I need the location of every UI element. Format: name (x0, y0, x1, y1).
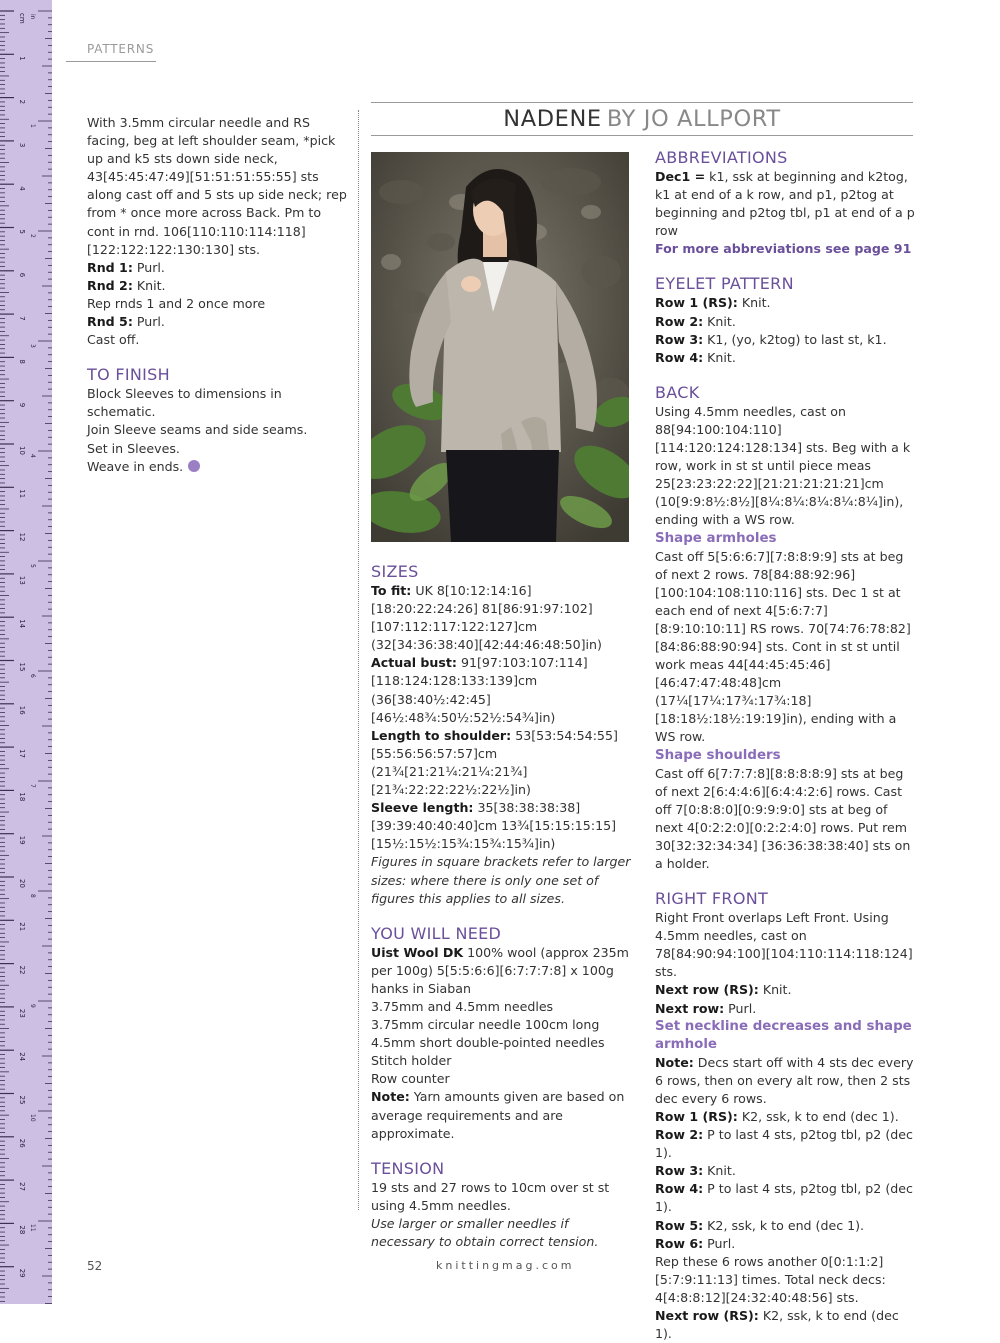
row-label: Rnd 2: (87, 277, 133, 293)
ruler-cm-label: 6 (18, 272, 26, 278)
ruler-cm-label: 23 (18, 1008, 26, 1018)
instruction-row (655, 1235, 917, 1253)
back-text: Using 4.5mm needles, cast on 88[94:100:104:110][114:120:124:128:134] sts. Beg with a k row, work in st st until piece meas 25[23:23:22:22][21:21:21:21:21]cm (10[9:9:8½:8½][8¼:8¼:8¼:8¼:8¼]in), ending with a WS row. (655, 403, 911, 528)
ruler-inch-label: 7 (29, 784, 36, 788)
ruler-cm-label: cm (18, 13, 26, 24)
instruction-row (87, 295, 349, 313)
column-1 (87, 114, 349, 476)
instruction-row (655, 349, 917, 367)
shoulders-text: Cast off 6[7:7:7:8][8:8:8:8:9] sts at beg of next 2[6:4:4:6][6:4:4:2:6] rows. Cast off 7[0:8:8:0][0:9:9:9:0] sts at beg of next 4[0:2:2:0][0:2:2:4:0] rows. Put rem 30[32:32:34:34] [36:36:38:38:40] sts on a holder. (655, 765, 911, 871)
instruction-row (655, 1217, 917, 1235)
list-item: Row counter (371, 1071, 450, 1087)
ruler-cm-label: 9 (18, 402, 26, 408)
ruler-inch-label: 4 (29, 454, 36, 458)
list-item: Block Sleeves to dimensions in schematic. (87, 386, 282, 420)
ruler-cm-label: 25 (18, 1095, 26, 1105)
ruler-cm-label: 27 (18, 1182, 26, 1192)
ruler-inch-label: in (29, 14, 36, 20)
ruler-inch-label: 6 (29, 674, 36, 678)
list-item: 3.75mm and 4.5mm needles (371, 998, 554, 1014)
dec1-text: k1, ssk at beginning and k2tog, k1 at end of a k row, and p1, p2tog at beginning and p2tog tbl, p1 at end of a p row (655, 169, 915, 239)
row-label: Length to shoulder: (371, 727, 512, 743)
list-item: 3.75mm circular needle 100cm long (371, 1017, 600, 1033)
row-text: UK 8[10:12:14:16][18:20:22:24:26] 81[86:91:97:102][107:112:117:122:127]cm (32[34:36:38:40][42:44:46:48:50]in) (371, 583, 602, 653)
row-label: Row 4: (655, 349, 704, 365)
instruction-row (655, 1108, 917, 1126)
ruler-cm-label: 28 (18, 1225, 26, 1235)
instruction-row (87, 259, 349, 277)
ruler-inch-label: 9 (29, 1004, 36, 1008)
ruler-cm-label: 22 (18, 965, 26, 975)
section-rule (66, 61, 156, 62)
ruler-cm-label: 29 (18, 1268, 26, 1278)
row-text: K2, ssk, k to end (dec 1). (703, 1217, 865, 1233)
row-text: Knit. (758, 982, 792, 998)
neckline-rows (655, 1108, 917, 1253)
list-item: Set in Sleeves. (87, 440, 180, 456)
repeat-text: Rep these 6 rows another 0[0:1:1:2] [5:7:9:11:13] times. Total neck decs: 4[4:8:8:12][24:32:40:48:56] sts. (655, 1253, 886, 1305)
row-label: Row 1 (RS): (655, 295, 738, 311)
sizes-heading: SIZES (371, 562, 419, 581)
ruler-cm-label: 1 (18, 56, 26, 61)
yarn-note-label: Note: (371, 1089, 410, 1105)
ruler-cm-label: 14 (18, 619, 26, 629)
ruler-inch-label: 8 (29, 894, 36, 898)
ruler-cm-label: 19 (18, 835, 26, 845)
row-text: Purl. (703, 1235, 736, 1251)
yarn-name: Uist Wool DK (371, 944, 464, 960)
row-label: Row 3: (655, 1163, 704, 1179)
yarn-note-text: Yarn amounts given are based on average requirements and are approximate. (371, 1089, 625, 1141)
ruler-inch-label: 10 (29, 1114, 36, 1122)
instruction-row (655, 1000, 917, 1018)
ruler-cm-label: 17 (18, 749, 26, 759)
instruction-row (655, 1180, 917, 1216)
row-text: Knit. (132, 277, 166, 293)
row-text: Purl. (132, 259, 165, 275)
ruler-cm-label: 4 (18, 186, 26, 191)
dec1-label: Dec1 = (655, 169, 706, 184)
right-front-rows (655, 981, 917, 1017)
row-text: 91[97:103:107:114] [118:124:128:133:139]cm (36[38:40½:42:45] [46½:48¾:50½:52½:54¾]in) (371, 655, 588, 725)
pattern-title (371, 102, 913, 136)
instruction-row (655, 981, 917, 999)
page-number: 52 (87, 1259, 103, 1273)
ruler-cm-label: 3 (18, 142, 26, 148)
instruction-row (655, 331, 917, 349)
yarn-note (371, 1088, 633, 1142)
last-row (655, 1307, 917, 1343)
row-text: Knit. (737, 295, 771, 311)
ruler-cm-label: 26 (18, 1138, 26, 1148)
armholes-heading: Shape armholes (655, 530, 777, 546)
sizes-note: Figures in square brackets refer to larger sizes: where there is only one set of figures this applies to all sizes. (371, 854, 631, 906)
tension-text: 19 sts and 27 rows to 10cm over st st using 4.5mm needles. (371, 1179, 610, 1213)
instruction-row (371, 582, 633, 654)
instruction-row (655, 1162, 917, 1180)
instruction-row (655, 313, 917, 331)
row-label: Next row: (655, 1000, 725, 1016)
ruler-graphic (0, 0, 52, 1304)
list-item: Stitch holder (371, 1053, 452, 1069)
list-item: Join Sleeve seams and side seams. (87, 422, 308, 438)
ruler-cm-label: 8 (18, 359, 26, 364)
row-label: Row 2: (655, 1127, 704, 1143)
row-text: Purl. (724, 1000, 757, 1016)
ruler-cm-label: 11 (18, 489, 26, 499)
row-text: 53[53:54:54:55] [55:56:56:57:57]cm (21¾[21:21¼:21¼:21¾] [21¾:22:22:22½:22½]in) (371, 727, 618, 798)
row-label: Sleeve length: (371, 800, 474, 816)
row-label: Row 4: (655, 1181, 704, 1197)
neckline-note-label: Note: (655, 1054, 694, 1070)
row-text: Knit. (703, 349, 736, 365)
model-photo-graphic (371, 152, 629, 542)
finish-list (87, 385, 349, 475)
title-main: NADENE (503, 106, 602, 132)
instruction-row (655, 294, 917, 312)
instruction-row (87, 331, 349, 349)
ruler-cm-label: 10 (18, 446, 26, 455)
list-item: 4.5mm short double-pointed needles (371, 1035, 605, 1051)
instruction-row (87, 277, 349, 295)
title-designer: BY JO ALLPORT (606, 106, 781, 132)
yarn-details: 100% wool (approx 235m per 100g) 5[5:5:6:6][6:7:7:7:8] x 100g hanks in Siaban (371, 944, 629, 996)
ruler-cm-label: 7 (18, 316, 26, 321)
measuring-ruler (0, 0, 52, 1304)
ruler-inch-label: 3 (29, 344, 36, 348)
ruler-cm-label: 24 (18, 1052, 26, 1062)
sizes-list (371, 582, 633, 853)
instruction-row (655, 1126, 917, 1162)
yarn-spec (371, 944, 633, 998)
neckband-rows (87, 259, 349, 349)
ruler-cm-label: 21 (18, 922, 26, 932)
row-text: 35[38:38:38:38] [39:39:40:40:40]cm 13¾[15:15:15:15][15½:15½:15¾:15¾:15¾]in) (371, 800, 617, 852)
eyelet-rows (655, 294, 917, 366)
row-text: Purl. (132, 314, 165, 330)
ruler-cm-label: 5 (18, 229, 26, 234)
neckline-heading: Set neckline decreases and shape armhole (655, 1018, 912, 1052)
neckline-note-text: Decs start off with 4 sts dec every 6 rows, then on every alt row, then 2 sts dec every 6 rows. (655, 1054, 914, 1106)
row-label: Row 5: (655, 1217, 704, 1233)
abbreviation-dec1 (655, 168, 917, 240)
shoulders-heading: Shape shoulders (655, 747, 781, 763)
column-divider (358, 110, 359, 1210)
row-label: To fit: (371, 583, 412, 598)
row-text: Knit. (703, 313, 736, 329)
column-2 (371, 562, 633, 1251)
ruler-cm-label: 2 (18, 99, 26, 105)
row-label: Next row (RS): (655, 982, 759, 998)
ruler-cm-label: 18 (18, 792, 26, 802)
row-text: P to last 4 sts, p2tog tbl, p2 (dec 1). (655, 1127, 913, 1161)
abbreviations-link[interactable]: For more abbreviations see page 91 (655, 241, 912, 257)
website[interactable]: knittingmag.com (436, 1259, 575, 1272)
row-label: Actual bust: (371, 655, 457, 671)
ruler-inch-label: 11 (29, 1224, 36, 1232)
ruler-inch-label: 5 (29, 564, 36, 568)
row-label: Row 2: (655, 313, 704, 329)
abbreviations-heading: ABBREVIATIONS (655, 148, 788, 167)
row-label: Rnd 5: (87, 314, 133, 330)
row-text: Cast off. (87, 332, 140, 348)
ruler-inch-label: 1 (29, 124, 36, 128)
right-front-text: Right Front overlaps Left Front. Using 4.5mm needles, cast on 78[84:90:94:100][104:110:114:118:124] sts. (655, 910, 913, 980)
finish-heading: TO FINISH (87, 365, 170, 385)
tension-heading: TENSION (371, 1158, 445, 1178)
row-text: P to last 4 sts, p2tog tbl, p2 (dec 1). (655, 1181, 913, 1215)
model-photo (371, 152, 629, 542)
ruler-cm-label: 16 (18, 705, 26, 715)
right-front-heading: RIGHT FRONT (655, 889, 769, 909)
last-row-text: K2, ssk, k to end (dec 1). (655, 1307, 899, 1342)
back-heading: BACK (655, 382, 700, 402)
list-item: Weave in ends. (87, 458, 349, 476)
neckline-note (655, 1054, 917, 1108)
last-row-label: Next row (RS): (655, 1307, 759, 1323)
yarn-ball-icon (188, 460, 200, 472)
instruction-row (371, 727, 633, 799)
eyelet-heading: EYELET PATTERN (655, 274, 794, 294)
row-label: Row 6: (655, 1235, 704, 1251)
instruction-row (371, 799, 633, 853)
column-3 (655, 148, 917, 1343)
row-text: K1, (yo, k2tog) to last st, k1. (703, 331, 887, 347)
ruler-cm-label: 13 (18, 575, 26, 585)
neckband-instructions: With 3.5mm circular needle and RS facing, beg at left shoulder seam, *pick up and k5 sts down side neck, 43[45:45:47:49][51:51:51:55:55] sts along cast off and 5 sts up side neck; rep from * once more across Back. Pm to cont in rnd. 106[110:110:114:118][122:122:122:130:130] sts. (87, 115, 347, 257)
materials-list (371, 998, 633, 1088)
instruction-row (371, 654, 633, 726)
row-text: Knit. (703, 1163, 736, 1179)
row-label: Rnd 1: (87, 259, 133, 275)
ruler-inch-label: 2 (29, 234, 36, 238)
ruler-cm-label: 15 (18, 662, 26, 672)
ruler-cm-label: 20 (18, 879, 26, 888)
instruction-row (87, 313, 349, 331)
armholes-text: Cast off 5[5:6:6:7][7:8:8:9:9] sts at beg of next 2 rows. 78[84:88:92:96] [100:104:108:110:116] sts. Dec 1 st at each end of next 4[5:6:7:7] [8:9:10:10:11] RS rows. 70[74:76:78:82] [84:86:88:90:94] sts. Cont in st st until work meas 44[44:45:45:46][46:47:47:48:48]cm (17¼[17¼:17¾:17¾:18][18:18½:18½:19:19]in), ending with a WS row. (655, 548, 911, 745)
ruler-cm-label: 12 (18, 532, 26, 542)
row-text: K2, ssk, k to end (dec 1). (737, 1108, 899, 1124)
section-label: PATTERNS (87, 42, 155, 56)
tension-note: Use larger or smaller needles if necessary to obtain correct tension. (371, 1215, 599, 1249)
row-text: Rep rnds 1 and 2 once more (87, 295, 266, 311)
row-label: Row 1 (RS): (655, 1108, 738, 1124)
row-label: Row 3: (655, 331, 704, 347)
need-heading: YOU WILL NEED (371, 923, 502, 943)
